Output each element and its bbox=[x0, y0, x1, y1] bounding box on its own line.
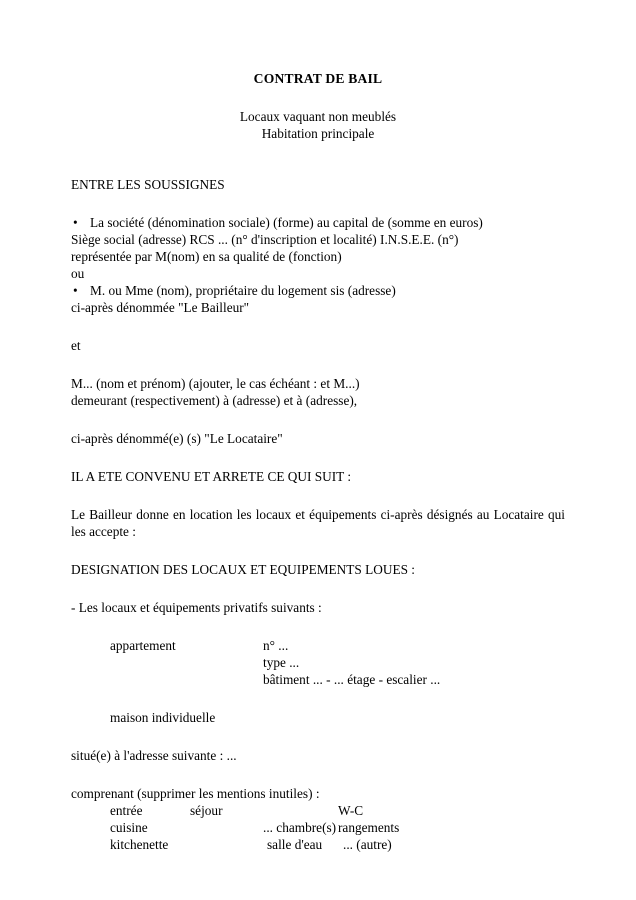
apartment-type: type ... bbox=[263, 655, 300, 670]
party-company-line-3: représentée par M(nom) en sa qualité de (fonction) bbox=[71, 249, 342, 264]
room-sejour: séjour bbox=[190, 803, 223, 818]
rooms-row-1 bbox=[71, 802, 565, 819]
spacer bbox=[71, 485, 565, 506]
party-company-line-1: La société (dénomination sociale) (forme) au capital de (somme en euros) bbox=[90, 215, 483, 230]
spacer bbox=[71, 447, 565, 468]
premises-type-apartment: appartement bbox=[110, 638, 176, 653]
room-rangements: rangements bbox=[338, 820, 400, 835]
room-wc: W-C bbox=[338, 803, 364, 818]
room-chambres: ... chambre(s) bbox=[263, 820, 337, 835]
spacer bbox=[71, 316, 565, 337]
premises-row-type bbox=[71, 654, 565, 671]
spacer bbox=[71, 616, 565, 637]
party-individual-bullet-line bbox=[71, 282, 565, 299]
premises-row-building bbox=[71, 671, 565, 688]
conjunction-et: et bbox=[71, 338, 81, 353]
room-salle-deau: salle d'eau bbox=[267, 837, 323, 852]
spacer bbox=[71, 142, 565, 176]
bullet-icon: • bbox=[73, 283, 78, 298]
spacer bbox=[71, 764, 565, 785]
bullet-icon: • bbox=[73, 215, 78, 230]
page-title: CONTRAT DE BAIL bbox=[253, 71, 383, 86]
spacer bbox=[71, 409, 565, 430]
premises-apartment-block bbox=[71, 637, 565, 688]
premises-row-apartment bbox=[71, 637, 565, 654]
premises-row-house bbox=[71, 709, 565, 726]
tenant-block bbox=[71, 375, 565, 409]
document-body bbox=[71, 70, 565, 853]
premises-address-line: situé(e) à l'adresse suivante : ... bbox=[71, 748, 237, 763]
agreement-paragraph: Le Bailleur donne en location les locaux et équipements ci-après désignés au Locataire qui les accepte : bbox=[71, 507, 565, 539]
spacer bbox=[71, 193, 565, 214]
heading-agreement: IL A ETE CONVENU ET ARRETE CE QUI SUIT : bbox=[71, 469, 352, 484]
heading-parties: ENTRE LES SOUSSIGNES bbox=[71, 177, 225, 192]
subtitle-line-2: Habitation principale bbox=[261, 126, 375, 141]
tenant-name-line: M... (nom et prénom) (ajouter, le cas échéant : et M...) bbox=[71, 376, 360, 391]
party-company-block bbox=[71, 214, 565, 282]
party-company-alternative: ou bbox=[71, 266, 85, 281]
landlord-designation: ci-après dénommée "Le Bailleur" bbox=[71, 300, 250, 315]
spacer bbox=[71, 87, 565, 108]
tenant-designation: ci-après dénommé(e) (s) "Le Locataire" bbox=[71, 431, 283, 446]
rooms-block bbox=[71, 802, 565, 853]
rooms-row-3 bbox=[71, 836, 565, 853]
room-cuisine: cuisine bbox=[110, 820, 148, 835]
heading-designation: DESIGNATION DES LOCAUX ET EQUIPEMENTS LOUES : bbox=[71, 562, 415, 577]
room-autre: ... (autre) bbox=[343, 837, 392, 852]
spacer bbox=[71, 354, 565, 375]
rooms-row-2 bbox=[71, 819, 565, 836]
spacer bbox=[71, 578, 565, 599]
party-company-line-2: Siège social (adresse) RCS ... (n° d'inscription et localité) I.N.S.E.E. (n°) bbox=[71, 232, 459, 247]
spacer bbox=[71, 726, 565, 747]
apartment-number: n° ... bbox=[263, 638, 289, 653]
rooms-intro: comprenant (supprimer les mentions inutiles) : bbox=[71, 786, 320, 801]
tenant-address-line: demeurant (respectivement) à (adresse) et à (adresse), bbox=[71, 393, 358, 408]
subtitle-line-1: Locaux vaquant non meublés bbox=[239, 109, 397, 124]
spacer bbox=[71, 540, 565, 561]
party-company-bullet-line bbox=[71, 214, 565, 231]
room-kitchenette: kitchenette bbox=[110, 837, 169, 852]
party-individual-line-1: M. ou Mme (nom), propriétaire du logement sis (adresse) bbox=[90, 283, 396, 298]
spacer bbox=[71, 688, 565, 709]
premises-type-house: maison individuelle bbox=[110, 710, 216, 725]
party-individual-block bbox=[71, 282, 565, 316]
private-premises-intro: - Les locaux et équipements privatifs suivants : bbox=[71, 600, 322, 615]
room-entree: entrée bbox=[110, 803, 143, 818]
apartment-building: bâtiment ... - ... étage - escalier ... bbox=[263, 672, 441, 687]
